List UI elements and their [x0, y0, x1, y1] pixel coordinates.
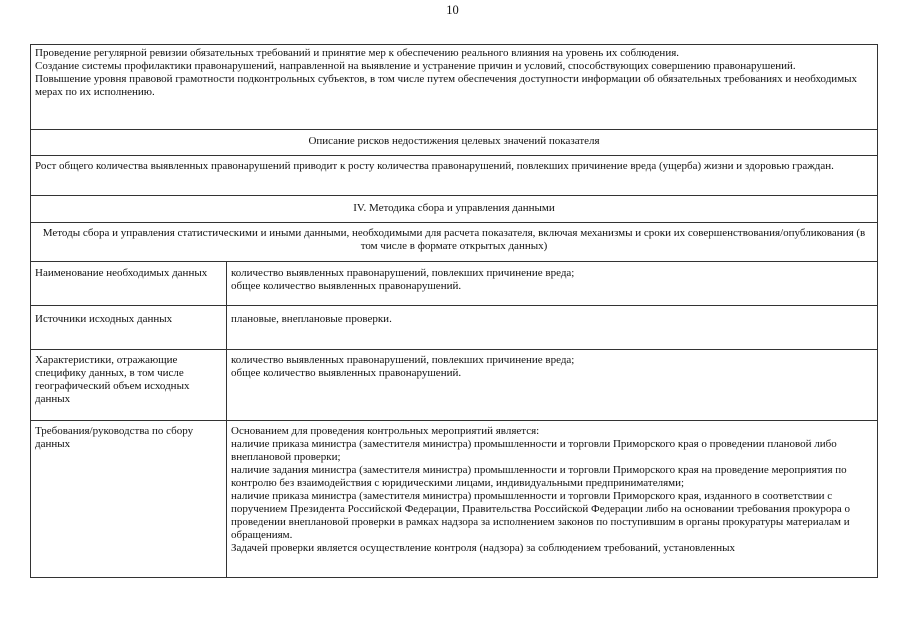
value-line: общее количество выявленных правонарушений.: [231, 280, 462, 292]
value-line: общее количество выявленных правонарушений.: [231, 367, 462, 379]
goal-text: Повышение уровня правовой грамотности подконтрольных субъектов, в том числе путем обеспечения доступности информации об обязательных требованиях и необходимых мерах по их исполнению.: [35, 73, 858, 98]
section-title: IV. Методика сбора и управления данными: [31, 196, 878, 223]
methods-header-row: [31, 223, 878, 262]
table-row: [31, 306, 878, 350]
value-line: плановые, внеплановые проверки.: [231, 313, 392, 325]
value-line: количество выявленных правонарушений, повлекших причинение вреда;: [231, 354, 575, 366]
risks-text: Рост общего количества выявленных правонарушений приводит к росту количества правонарушений, повлекших причинение вреда (ущерба) жизни и здоровью граждан.: [31, 156, 878, 196]
goal-text: Создание системы профилактики правонарушений, направленной на выявление и устранение причин и условий, способствующих совершению правонарушений.: [35, 60, 796, 72]
value-line: наличие приказа министра (заместителя министра) промышленности и торговли Приморского края, изданного в соответствии с поручением Президента Российской Федерации, Правительства Российской Федерации либо на основании требования прокурора о проведении внеплановой проверки в рамках надзора за исполнением законов по поступившим в органы прокуратуры материалам и обращениям.: [231, 490, 850, 541]
risks-row: [31, 156, 878, 196]
row-label: Характеристики, отражающие специфику данных, в том числе географический объем исходных данных: [31, 350, 227, 421]
value-line: количество выявленных правонарушений, повлекших причинение вреда;: [231, 267, 575, 279]
indicator-table: [30, 44, 878, 578]
value-line: Основанием для проведения контрольных мероприятий является:: [231, 425, 540, 437]
value-line: наличие задания министра (заместителя министра) промышленности и торговли Приморского края на проведение мероприятия по контролю без взаимодействия с юридическими лицами, индивидуальными предпринимателями;: [231, 464, 847, 489]
table-row: [31, 262, 878, 306]
row-label: Требования/руководства по сбору данных: [31, 421, 227, 578]
row-value: [227, 421, 878, 578]
goals-cell: [31, 45, 878, 130]
goals-row: [31, 45, 878, 130]
row-label: Наименование необходимых данных: [31, 262, 227, 306]
section-title-row: [31, 196, 878, 223]
row-value: [227, 350, 878, 421]
goal-text: Проведение регулярной ревизии обязательных требований и принятие мер к обеспечению реального влияния на уровень их соблюдения.: [35, 47, 680, 59]
row-value: [227, 306, 878, 350]
table-row: [31, 421, 878, 578]
risks-header-row: [31, 130, 878, 156]
value-line: Задачей проверки является осуществление контроля (надзора) за соблюдением требований, установленных: [231, 542, 736, 554]
value-line: наличие приказа министра (заместителя министра) промышленности и торговли Приморского края о проведении плановой либо внеплановой проверки;: [231, 438, 837, 463]
risks-header: Описание рисков недостижения целевых значений показателя: [31, 130, 878, 156]
methods-header: Методы сбора и управления статистическими и иными данными, необходимыми для расчета показателя, включая механизмы и сроки их совершенствования/опубликования (в том числе в формате открытых данных): [31, 223, 878, 262]
table-row: [31, 350, 878, 421]
row-value: [227, 262, 878, 306]
page-number: 10: [446, 3, 459, 17]
row-label: Источники исходных данных: [31, 306, 227, 350]
